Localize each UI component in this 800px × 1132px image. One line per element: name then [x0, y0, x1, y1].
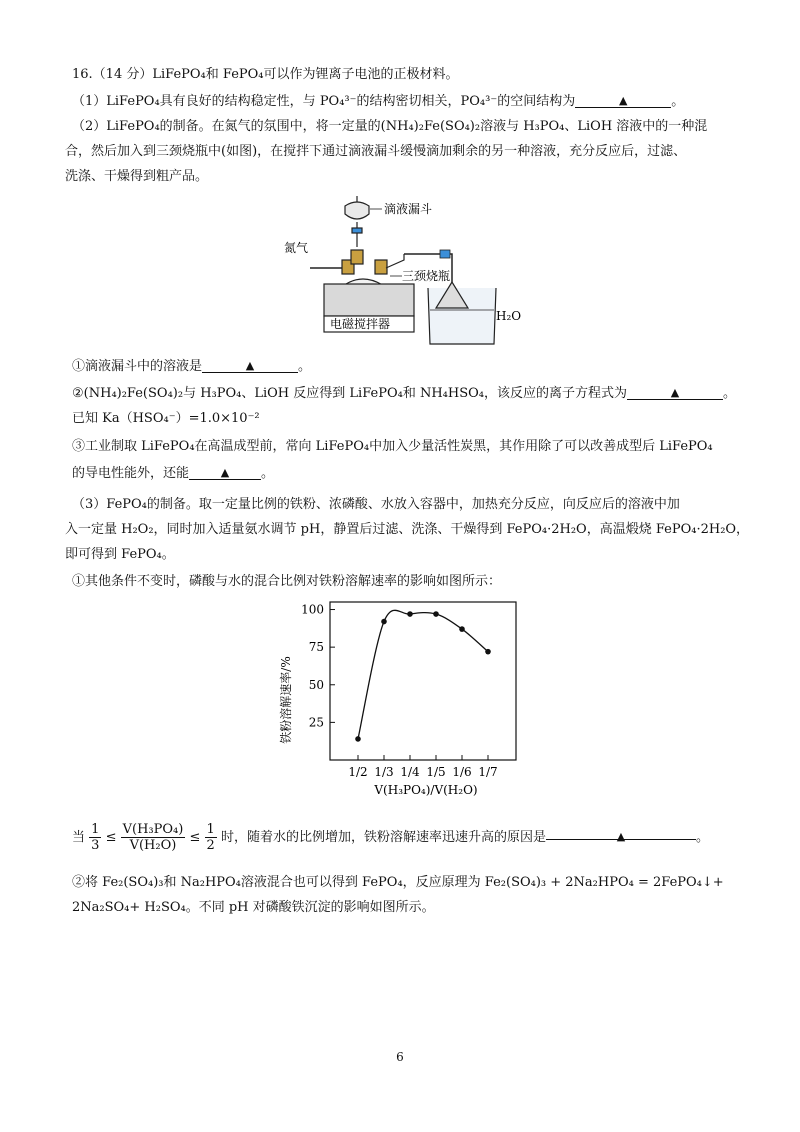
subq1-prompt: ①滴液漏斗中的溶液是 [72, 359, 203, 374]
blank-marker: ▲ [220, 466, 230, 479]
subq2-given: 已知 Ka（HSO₄⁻）=1.0×10⁻² [72, 411, 260, 426]
subq2-text [72, 385, 736, 403]
y-tick-label: 100 [301, 602, 324, 617]
condition-prefix: 当 [72, 830, 86, 845]
apparatus-diagram [280, 192, 540, 352]
fraction-denominator: 2 [206, 838, 215, 853]
y-tick-label: 75 [308, 640, 324, 655]
fraction-denominator: 3 [91, 838, 100, 853]
part2-line1: （2）LiFePO₄的制备。在氮气的氛围中，将一定量的(NH₄)₂Fe(SO₄)₂溶液与 H₃PO₄、LiOH 溶液中的一种混 [72, 119, 708, 134]
data-point [381, 619, 387, 625]
answer-blank-2[interactable] [202, 358, 298, 373]
blank-marker: ▲ [618, 94, 628, 107]
condition-text [72, 822, 709, 853]
le-sign: ≤ [189, 830, 201, 845]
part1-period: 。 [671, 94, 685, 109]
water-label: H₂O [496, 309, 522, 323]
subq1-period: 。 [298, 359, 312, 374]
blank-marker: ▲ [670, 386, 680, 399]
page-number: 6 [396, 1050, 404, 1064]
x-axis-label: V(H₃PO₄)/V(H₂O) [374, 783, 478, 797]
data-point [355, 736, 361, 742]
data-point [407, 611, 413, 617]
fraction-one-third [89, 822, 101, 853]
x-tick-label: 1/3 [374, 765, 394, 779]
answer-blank-1[interactable] [575, 93, 671, 108]
answer-blank-3[interactable] [627, 385, 723, 400]
subq3-prompt: 的导电性能外，还能 [72, 466, 190, 481]
fraction-denominator: V(H₂O) [129, 838, 177, 853]
fraction-numerator: V(H₃PO₄) [122, 822, 184, 837]
x-tick-label: 1/2 [348, 765, 368, 779]
subq2-period: 。 [723, 386, 737, 401]
subq3-line1: ③工业制取 LiFePO₄在高温成型前，常向 LiFePO₄中加入少量活性炭黑，其作用除了可以改善成型后 LiFePO₄ [72, 439, 713, 454]
data-point [433, 611, 439, 617]
answer-blank-5[interactable] [546, 823, 696, 843]
condition-question: 时，随着水的比例增加，铁粉溶解速率迅速升高的原因是 [220, 830, 546, 845]
subq2-prompt: ②(NH₄)₂Fe(SO₄)₂与 H₃PO₄、LiOH 反应得到 LiFePO₄和 NH₄HSO₄，该反应的离子方程式为 [72, 386, 627, 401]
fraction-numerator: 1 [91, 822, 100, 837]
subq3-period: 。 [261, 466, 275, 481]
dropping-funnel [345, 196, 382, 247]
blank-marker: ▲ [245, 359, 255, 372]
data-point [485, 649, 491, 655]
y-axis-label: 铁粉溶解速率/% [279, 656, 293, 744]
answer-blank-4[interactable] [189, 465, 261, 480]
y-tick-label: 50 [308, 677, 324, 692]
x-tick-label: 1/4 [400, 765, 420, 779]
subq1-text [72, 358, 311, 376]
condition-period: 。 [695, 830, 709, 845]
water-beaker [428, 282, 496, 344]
part1-prompt: （1）LiFePO₄具有良好的结构稳定性，与 PO₄³⁻的结构密切相关，PO₄³⁻的空间结构为 [72, 94, 576, 109]
fraction-numerator: 1 [206, 822, 215, 837]
part3-line1: （3）FePO₄的制备。取一定量比例的铁粉、浓磷酸、水放入容器中，加热充分反应，向反应后的溶液中加 [72, 497, 680, 512]
part1-text [72, 93, 684, 111]
funnel-label: 滴液漏斗 [384, 202, 433, 216]
nitrogen-label: 氮气 [284, 241, 309, 255]
part2-line2: 合，然后加入到三颈烧瓶中(如图)，在搅拌下通过滴液漏斗缓慢滴加剩余的另一种溶液，充分反应后，过滤、 [65, 144, 687, 159]
part3-sub2-line2: 2Na₂SO₄+ H₂SO₄。不同 pH 对磷酸铁沉淀的影响如图所示。 [72, 900, 435, 915]
x-tick-label: 1/5 [426, 765, 446, 779]
dissolution-rate-chart [276, 596, 526, 806]
part3-sub1-text: ①其他条件不变时，磷酸与水的混合比例对铁粉溶解速率的影响如图所示： [72, 574, 502, 589]
question-header: 16.（14 分）LiFePO₄和 FePO₄可以作为锂离子电池的正极材料。 [72, 67, 459, 82]
le-sign: ≤ [105, 830, 117, 845]
fraction-volume-ratio [121, 822, 186, 853]
x-tick-label: 1/7 [478, 765, 498, 779]
flask-label: 三颈烧瓶 [402, 269, 451, 283]
series-line [358, 610, 488, 739]
part3-line3: 即可得到 FePO₄。 [65, 547, 175, 562]
part3-sub2-line1: ②将 Fe₂(SO₄)₃和 Na₂HPO₄溶液混合也可以得到 FePO₄，反应原理为 Fe₂(SO₄)₃ + 2Na₂HPO₄ = 2FePO₄↓+ [72, 875, 724, 890]
part3-line2: 入一定量 H₂O₂，同时加入适量氨水调节 pH，静置后过滤、洗涤、干燥得到 FePO₄·2H₂O，高温煅烧 FePO₄·2H₂O， [65, 522, 750, 537]
y-tick-label: 25 [308, 715, 324, 730]
stirrer-label: 电磁搅拌器 [330, 317, 391, 331]
blank-marker: ▲ [616, 830, 626, 843]
data-point [459, 626, 465, 632]
subq3-text [72, 465, 274, 483]
x-tick-label: 1/6 [452, 765, 472, 779]
fraction-one-half [205, 822, 217, 853]
part2-line3: 洗涤、干燥得到粗产品。 [65, 169, 209, 184]
